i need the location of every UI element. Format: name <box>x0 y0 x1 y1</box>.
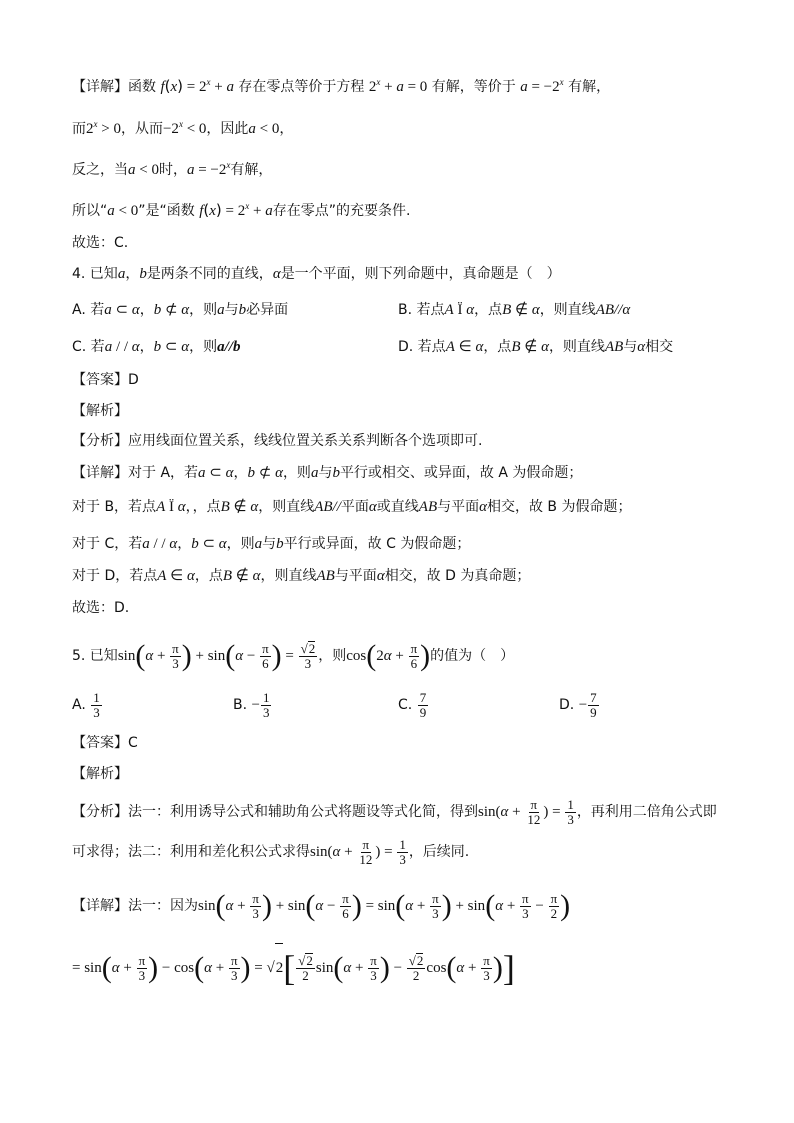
q5-option-a: A. $\frac{1}{3}$ <box>72 689 100 720</box>
text: 存在零点等价于方程 <box>238 79 365 95</box>
text: D. 若点 <box>398 339 446 355</box>
text: 平面 <box>340 499 369 515</box>
text: ， <box>139 302 154 318</box>
text: ，点 <box>474 302 503 318</box>
text: C. 若 <box>72 339 105 355</box>
text: ”是“函数 <box>138 203 195 219</box>
text: 反之，当 <box>72 162 128 178</box>
text: 【分析】法一：利用诱导公式和辅助角公式将题设等式化简，得到 <box>72 804 478 820</box>
text: 有解， <box>568 79 611 95</box>
text: 有解，等价于 <box>431 79 516 95</box>
solution-line-4: 所以“a < 0”是“函数 $f(x) = 2^x + a$存在零点”的充要条件. <box>72 201 411 219</box>
text: ，则 <box>189 339 218 355</box>
text: ，从而 <box>120 121 163 137</box>
text: 相交，故 D 为真命题； <box>384 568 531 584</box>
text: ，点 <box>192 499 221 515</box>
q4-detail-b: 对于 B，若点A Ï α，，点B ∉ α，则直线AB//平面α或直线AB与平面α相交，故 B 为假命题； <box>72 499 632 515</box>
q5-fenxi-2: 可求得；法二：利用和差化积公式求得sin(α + $\frac{\pi}{12}$ ) = $\frac{1}{3}$ ，后续同. <box>72 836 470 867</box>
solution-line-1: 【详解】函数 $f(x) = 2^x + a$ 存在零点等价于方程 $2^x + a = 0$ 有解，等价于 $a = -2^x$ 有解， <box>72 77 611 95</box>
q5-option-c: C. $\frac{7}{9}$ <box>398 689 427 720</box>
option-c: C. 若a / / α，b ⊂ α，则a//b <box>72 339 241 355</box>
text: ，则 <box>282 465 311 481</box>
text: ，后续同. <box>408 844 470 860</box>
text: 对于 B，若点 <box>72 499 157 515</box>
text: ， <box>233 465 248 481</box>
text: ，则直线 <box>539 302 596 318</box>
text: 时， <box>158 162 187 178</box>
text: 相交，故 B 为假命题； <box>486 499 632 515</box>
q4-analysis: 【解析】 <box>72 403 128 419</box>
text: 函数 <box>128 79 156 95</box>
text: A. 若 <box>72 302 105 318</box>
q4-pick: 故选：D. <box>72 600 130 616</box>
text: 对于 D，若点 <box>72 568 158 584</box>
q4-detail-d: 对于 D，若点A ∈ α，点B ∉ α，则直线AB与平面α相交，故 D 为真命题； <box>72 568 531 584</box>
text: 的值为（ ） <box>430 648 515 664</box>
text: ，则 <box>226 536 255 552</box>
text: 必异面 <box>246 302 289 318</box>
option-b: B. 若点A Ï α，点B ∉ α，则直线AB//α <box>398 302 631 318</box>
text: 而 <box>72 121 86 137</box>
text: B. 若点 <box>398 302 445 318</box>
text: 或直线 <box>376 499 419 515</box>
q5-option-d: D. − $\frac{7}{9}$ <box>559 689 597 720</box>
text: 与 <box>623 339 638 355</box>
text: 可求得；法二：利用和差化积公式求得 <box>72 844 310 860</box>
q5-analysis: 【解析】 <box>72 766 128 782</box>
text: ，则直线 <box>548 339 605 355</box>
text: ， <box>139 339 154 355</box>
text: ，则直线 <box>258 499 315 515</box>
text: 故选：C. <box>72 235 129 251</box>
solution-line-5 <box>72 233 128 253</box>
text: A. <box>72 697 86 713</box>
text: 相交 <box>645 339 674 355</box>
text: ，点 <box>194 568 223 584</box>
text: 与平面 <box>437 499 480 515</box>
text: 平行或相交、或异面，故 A 为假命题； <box>339 465 583 481</box>
q4-detail-a: 【详解】对于 A，若a ⊂ α，b ⊄ α，则a与b平行或相交、或异面，故 A 为假命题； <box>72 465 583 481</box>
option-d: D. 若点A ∈ α，点B ∉ α，则直线AB与α相交 <box>398 339 674 355</box>
text: ，再利用二倍角公式即 <box>576 804 717 820</box>
text: 与平面 <box>334 568 377 584</box>
q5-fenxi-1: 【分析】法一：利用诱导公式和辅助角公式将题设等式化简，得到sin(α + $\frac{\pi}{12}$ ) = $\frac{1}{3}$ ，再利用二倍角公式即 <box>72 796 717 827</box>
text: B. <box>233 697 248 713</box>
q5-option-b: B. − $\frac{1}{3}$ <box>233 689 270 720</box>
text: 所以“ <box>72 203 108 219</box>
question-5-stem: 5. 已知sin(α + $\frac{\pi}{3}$ ) + sin(α − $\frac{\pi}{6}$ ) = $\frac{√2}{3}$ ，则cos(2α + $\frac{\pi}{6}$ )的值为（ ） <box>72 639 515 672</box>
solution-line-3: 反之，当a < 0时，$a = -2^x$有解， <box>72 160 273 178</box>
text: ，则 <box>318 648 347 664</box>
text: 平行或异面，故 C 为假命题； <box>283 536 471 552</box>
solution-line-2: 而$2^x > 0$，从而$-2^x < 0$，因此a < 0， <box>72 119 294 137</box>
text: 4. 已知 <box>72 266 118 282</box>
q4-fenxi: 【分析】应用线面位置关系，线线位置关系关系判断各个选项即可. <box>72 433 483 449</box>
text: 【详解】法一：因为 <box>72 898 198 914</box>
q5-answer: 【答案】C <box>72 735 138 751</box>
text: 是两条不同的直线， <box>146 266 273 282</box>
q4-answer: 【答案】D <box>72 372 139 388</box>
text: 对于 C，若 <box>72 536 143 552</box>
text: 与 <box>318 465 333 481</box>
text: ，则 <box>189 302 218 318</box>
text: ，点 <box>483 339 512 355</box>
option-a: A. 若a ⊂ α，b ⊄ α，则a与b必异面 <box>72 302 289 318</box>
text: ，则直线 <box>260 568 317 584</box>
question-4-stem: 4. 已知a，b是两条不同的直线，α是一个平面，则下列命题中，真命题是（ ） <box>72 266 561 282</box>
q5-detail-2: = sin(α + $\frac{\pi}{3}$ ) − cos(α + $\frac{\pi}{3}$ ) = √2[ $\frac{√2}{2}$ sin(α + $\frac{\pi}{3}$ ) − $\frac{√2}{2}$ cos(α + $\frac{\pi}{3}$ )] <box>72 943 515 992</box>
text: C. <box>398 697 413 713</box>
text: 与 <box>224 302 239 318</box>
text: ， <box>177 536 192 552</box>
text: 有解， <box>230 162 273 178</box>
text: 存在零点”的充要条件. <box>272 203 411 219</box>
q5-detail-1: 【详解】法一：因为sin(α + $\frac{\pi}{3}$ ) + sin(α − $\frac{\pi}{6}$ ) = sin(α + $\frac{\pi}{3}$ ) + sin(α + $\frac{\pi}{3}$ − $\frac{\pi}{2}$ ) <box>72 889 571 922</box>
text: 5. 已知 <box>72 648 118 664</box>
detail-tag: 【详解】 <box>72 79 128 95</box>
text: 是一个平面，则下列命题中，真命题是（ ） <box>280 266 561 282</box>
text: ，因此 <box>206 121 249 137</box>
q4-detail-c: 对于 C，若a / / α，b ⊂ α，则a与b平行或异面，故 C 为假命题； <box>72 536 471 552</box>
text: 【详解】对于 A，若 <box>72 465 199 481</box>
text: 与 <box>262 536 277 552</box>
text: D. <box>559 697 575 713</box>
